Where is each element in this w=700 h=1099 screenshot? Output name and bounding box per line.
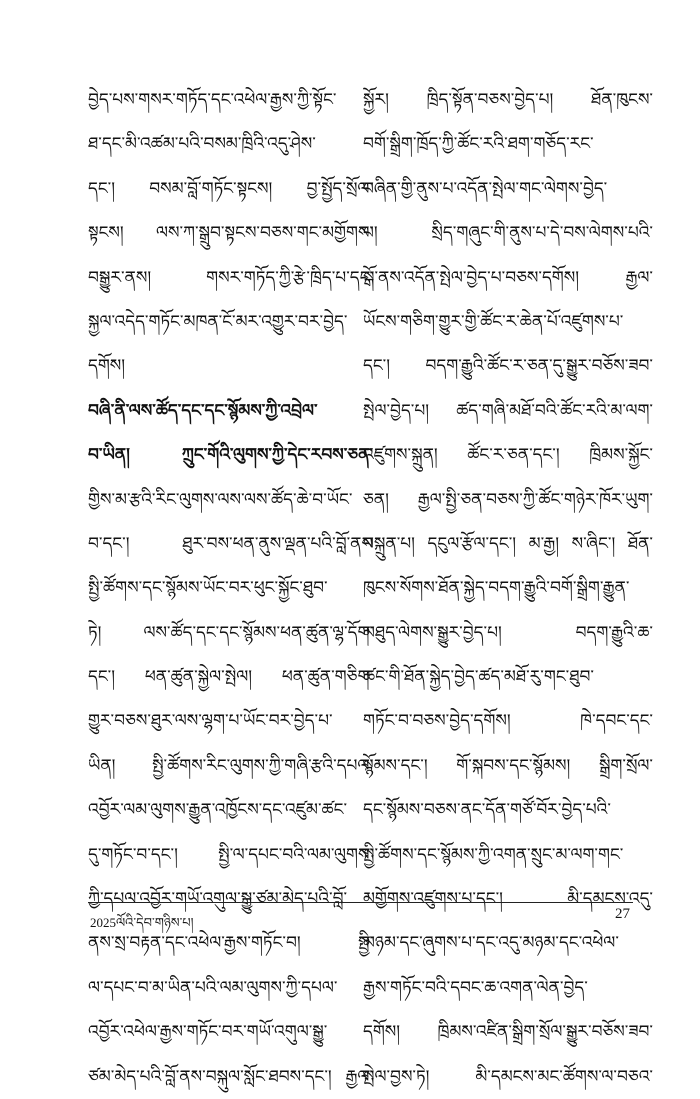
text-line: ཀྱི་དཔལ་འབྱོར་གཡོ་འགུལ་སྒྱུ་ཙམ་མེད་པའི་བློ་ (88, 889, 348, 910)
text-line: འཛུགས་སྐྲུན། ཚོང་ར་ཅན་དང་། ཁྲིམས་སྐྱོང་ (363, 445, 653, 466)
text-line: དང་། ཕན་ཚུན་སྐྱེལ་སྤེལ། ཕན་ཚུན་གཅིག་ (88, 667, 373, 688)
text-line: བཞི་ནི་ལས་ཚོད་དང་དང་སྙོམས་ཀྱི་འབྲེལ་ (88, 400, 318, 421)
text-line: པ། སྲིད་གཞུང་གི་ནུས་པ་དེ་བས་ལེགས་པའི་ (363, 223, 653, 244)
text-line: ཡིན། སྤྱི་ཚོགས་རིང་ལུགས་ཀྱི་གཞི་རྩའི་དཔལ་ (88, 755, 373, 776)
left-column (88, 78, 373, 1099)
text-line: དང་སྙོམས་བཅས་ནང་དོན་གཙོ་བོར་བྱེད་པའི་ (363, 800, 611, 821)
text-line: རྒྱས་གཏོང་བའི་དབང་ཆ་འགན་ལེན་བྱེད་ (363, 977, 588, 998)
text-line: ཁུངས་སོགས་ཐོན་སྐྱེད་བདག་རྒྱུའི་བགོ་སྒྲིག་རྒྱུན་ (363, 578, 630, 599)
text-line: གཏོང་བ་བཅས་བྱེད་དགོས། ཁེ་དབང་དང་ (363, 711, 653, 732)
text-line: ཏེ། ལས་ཚོད་དང་དང་སྙོམས་ཕན་ཚུན་ལྷ་དོག་ (88, 622, 373, 643)
right-column (363, 78, 653, 1099)
text-line: བསྐྲུན་པ། དངུལ་རྩོལ་དང་། མ་རྒྱ། ས་ཞིང་། ཐོན་ (363, 533, 653, 554)
text-line: དང་། བསམ་བློ་གཏོང་སྟངས། བྱ་སྤྱོད་སྲོལ་ (88, 178, 373, 199)
text-line: མགྱོགས་འཛུགས་པ་དང་། མི་དམངས་འདུ་ (363, 889, 653, 910)
text-line: ལ་དཔང་བ་མ་ཡིན་པའི་ལམ་ལུགས་ཀྱི་དཔལ་ (88, 977, 338, 998)
text-line: སྟངས། ལས་ཀ་སྒྲུབ་སྟངས་བཅས་གང་མགྱོགས་ (88, 223, 373, 244)
text-line: བ་ཡིན། ཀྲུང་གོའི་ལུགས་ཀྱི་དེང་རབས་ཅན་ (88, 445, 373, 466)
text-line: ནས་སྲ་བརྟན་དང་འཕེལ་རྒྱས་གཏོང་བ། སྤྱི་ (88, 933, 373, 954)
text-line: ཙམ་མེད་པའི་བློ་ནས་བསྐུལ་སློང་ཐབས་དང་། རྒྱལ་ (88, 1066, 373, 1087)
text-line: བགོ་སྒྲིག་ཁྲོད་ཀྱི་ཚོང་རའི་ཐག་གཅོད་རང་ (363, 134, 594, 155)
page-number: 27 (615, 906, 630, 922)
text-line: ཚང་གི་ཐོན་སྐྱེད་བྱེད་ཚད་མཐོ་རུ་གང་ཐུབ་ (363, 667, 594, 688)
text-line: སྤེལ་བྱེད་པ། ཚད་གཞི་མཐོ་བའི་ཚོང་རའི་མ་ལག་ (363, 400, 653, 421)
text-line: སྙོམས་དང་། གོ་སྐབས་དང་སྙོམས། སྒྲིག་སྲོལ་ (363, 755, 653, 776)
text-line: བཞིན་གྱི་ནུས་པ་འདོན་སྤེལ་གང་ལེགས་བྱེད་ (363, 178, 608, 199)
text-line: བྱེད་པས་གསར་གཏོད་དང་འཕེལ་རྒྱས་ཀྱི་སྟོང་ (88, 90, 337, 110)
text-line: མཉམ་དང་ཞུགས་པ་དང་འདུ་མཉམ་དང་འཕེལ་ (363, 933, 619, 954)
text-line: སྤྱི་ཚོགས་དང་སྙོམས་ཡོང་བར་ཕུང་སྐྱོང་ཐུབ་ (88, 578, 328, 599)
text-line: དགོས། (88, 356, 126, 377)
text-line: དུ་གཏོང་བ་དང་། སྤྱི་ལ་དཔང་བའི་ལམ་ལུགས་ (88, 844, 373, 865)
text-line: འབྱོར་ལམ་ལུགས་རྒྱུན་འཁྱོངས་དང་འཛུམ་ཚང་ (88, 800, 348, 821)
text-line: སྒོ་ནས་འདོན་སྤེལ་བྱེད་པ་བཅས་དགོས། རྒྱལ་ (363, 267, 653, 288)
text-line: མཐུད་ལེགས་སྒྱུར་བྱེད་པ། བདག་རྒྱུའི་ཆ་ (363, 622, 653, 643)
text-line: དགོས། ཁྲིམས་འཛིན་སྒྲིག་སྲོལ་སྒྱུར་བཅོས་ཟབ་ (363, 1022, 653, 1043)
text-line: བ་དང་། ཐུར་བས་ཕན་ནུས་ལྡན་པའི་བློ་ནས (88, 533, 373, 554)
text-line: སྐྱལ་འདེད་གཏོང་མཁན་ངོ་མར་འགྱུར་བར་བྱེད་ (88, 311, 348, 332)
text-line: དང་། བདག་རྒྱུའི་ཚོང་ར་ཅན་དུ་སྒྱུར་བཅོས་ཟབ་ (363, 356, 653, 377)
journal-issue-label: 2025ལོའི་དེབ་གཉིས་པ། (90, 915, 194, 930)
text-line: གྱུར་བཅས་ཐུར་ལས་ལྷག་པ་ཡོང་བར་བྱེད་པ་ (88, 711, 333, 732)
text-line: གྱིས་མ་རྩའི་རིང་ལུགས་ལས་ལས་ཚོད་ཆེ་བ་ཡོང་ (88, 489, 353, 510)
text-line: འབྱོར་འཕེལ་རྒྱས་གཏོང་བར་གཡོ་འགུལ་སྒྱུ་ (88, 1022, 328, 1043)
text-line: ཡོངས་གཅིག་གྱུར་གྱི་ཚོང་ར་ཆེན་པོ་འཛུགས་པ་ (363, 311, 624, 332)
text-line: སྤྱི་ཚོགས་དང་སྙོམས་ཀྱི་འགན་སྲུང་མ་ལག་གང་ (363, 844, 624, 865)
text-line: སྐྱོར། ཁྲིད་སྟོན་བཅས་བྱེད་པ། ཐོན་ཁུངས་ (363, 90, 653, 110)
text-line: ཐ་དང་མི་འཚམ་པའི་བསམ་ཁྲིའི་འདུ་ཤེས་ (88, 134, 316, 155)
text-line: ཅན། རྒྱལ་སྤྱི་ཅན་བཅས་ཀྱི་ཚོང་གཉེར་ཁོར་ཡུག་ (363, 489, 653, 510)
footer-divider (88, 902, 633, 903)
text-line: བསྒྱུར་ནས། གསར་གཏོད་ཀྱི་རྩེ་ཁྲིད་པ་དང་ (88, 267, 373, 288)
text-line: སྤེལ་བྱས་ཏེ། མི་དམངས་མང་ཚོགས་ལ་བཅའ་ (363, 1066, 653, 1087)
